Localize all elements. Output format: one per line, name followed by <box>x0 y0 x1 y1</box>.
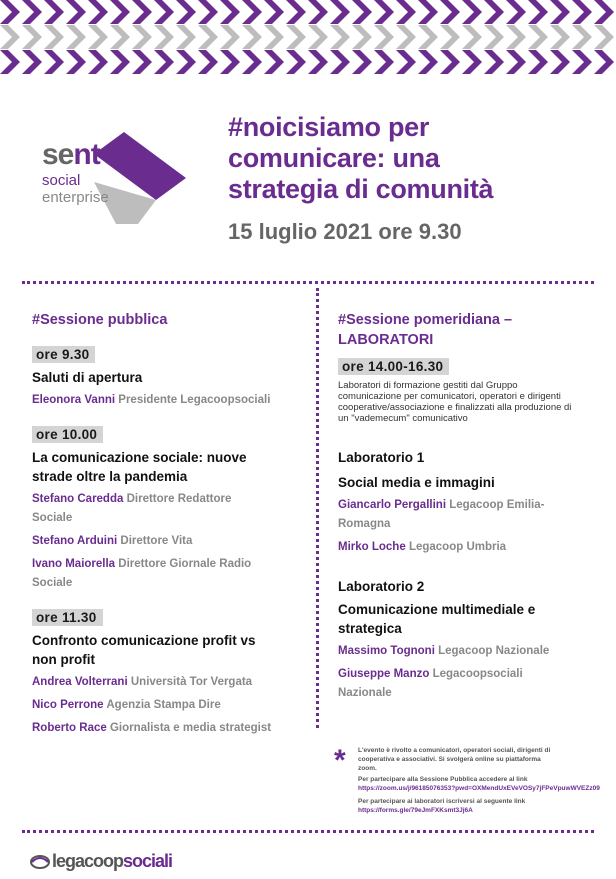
speaker: Stefano Arduini Direttore Vita <box>32 535 193 547</box>
afternoon-session <box>338 310 598 703</box>
public-session-heading: #Sessione pubblica <box>32 312 168 328</box>
legacoop-mark-icon <box>30 852 50 872</box>
speaker: Roberto Race Giornalista e media strategist <box>32 722 272 734</box>
lab-block <box>338 577 598 703</box>
speaker: Giancarlo Pergallini Legacoop Emilia- Romagna <box>338 499 545 530</box>
header-pattern <box>0 0 616 80</box>
agenda-block <box>32 346 302 410</box>
divider-bottom <box>22 830 594 833</box>
divider-top <box>22 281 594 284</box>
time-badge: ore 10.00 <box>32 426 103 443</box>
note-text: L'evento è rivolto a comunicatori, operatori sociali, dirigenti di cooperativa e associativi. Si svolgerà online su piattaforma zoom. Per partecipare alla Sessione Pubblica accedere al link https://zoom.us/j/96185076353?pwd=OXMendUxEVeVOSy7jFPeVpuwWVEZz09 Per partecipare ai laboratori iscriversi al seguente link https://forms.gle/79eJmFXKsmt3Jj6A <box>358 746 606 815</box>
speaker: Giuseppe Manzo Legacoopsociali Nazionale <box>338 668 523 699</box>
time-badge: ore 9.30 <box>32 346 95 363</box>
time-badge: ore 11.30 <box>32 609 103 626</box>
agenda-block <box>32 426 302 593</box>
legacoopsociali-logo: legacoopsociali <box>30 850 190 874</box>
speaker: Ivano Maiorella Direttore Giornale Radio Sociale <box>32 558 252 589</box>
talk-title: Confronto comunicazione profit vs non profit <box>32 633 256 667</box>
lab-block <box>338 448 598 557</box>
lab-title: Social media e immagini <box>338 475 495 490</box>
lab-title: Comunicazione multimediale e strategica <box>338 602 536 636</box>
sent-wordmark: sent <box>42 138 100 171</box>
afternoon-session-heading: #Sessione pomeridiana – LABORATORI <box>338 312 513 348</box>
speaker: Mirko Loche Legacoop Umbria <box>338 541 507 553</box>
speaker: Stefano Caredda Direttore Redattore Sociale <box>32 493 232 524</box>
lab-label: Laboratorio 1 <box>338 450 425 465</box>
lab-label: Laboratorio 2 <box>338 579 425 594</box>
column-divider <box>316 288 319 728</box>
speaker: Eleonora Vanni Presidente Legacoopsociali <box>32 394 271 406</box>
agenda-block <box>32 609 302 738</box>
talk-title: La comunicazione sociale: nuove strade oltre la pandemia <box>32 450 247 484</box>
event-date: 15 luglio 2021 ore 9.30 <box>228 219 462 244</box>
talk-title: Saluti di apertura <box>32 370 143 385</box>
sent-logo <box>38 128 198 228</box>
asterisk-icon: * <box>334 744 346 777</box>
speaker: Andrea Volterrani Università Tor Vergata <box>32 676 253 688</box>
social-word: social <box>42 172 81 189</box>
time-badge: ore 14.00-16.30 <box>338 358 449 375</box>
event-title: #noicisiamo per comunicare: una strategia di comunità <box>228 112 494 204</box>
enterprise-word: enterprise <box>42 189 109 206</box>
public-session <box>32 310 302 738</box>
forms-link[interactable]: https://forms.gle/79eJmFXKsmt3Jj6A <box>358 807 473 814</box>
speaker: Nico Perrone Agenzia Stampa Dire <box>32 699 221 711</box>
speaker: Massimo Tognoni Legacoop Nazionale <box>338 645 550 657</box>
lab-description: Laboratori di formazione gestiti dal Gruppo comunicazione per comunicatori, operatori e dirigenti cooperative/associazione e finalizzati alla produzione di un "vademecum" comunicativo <box>338 380 572 424</box>
zoom-link[interactable]: https://zoom.us/j/96185076353?pwd=OXMendUxEVeVOSy7jFPeVpuwWVEZz09 <box>358 785 600 792</box>
